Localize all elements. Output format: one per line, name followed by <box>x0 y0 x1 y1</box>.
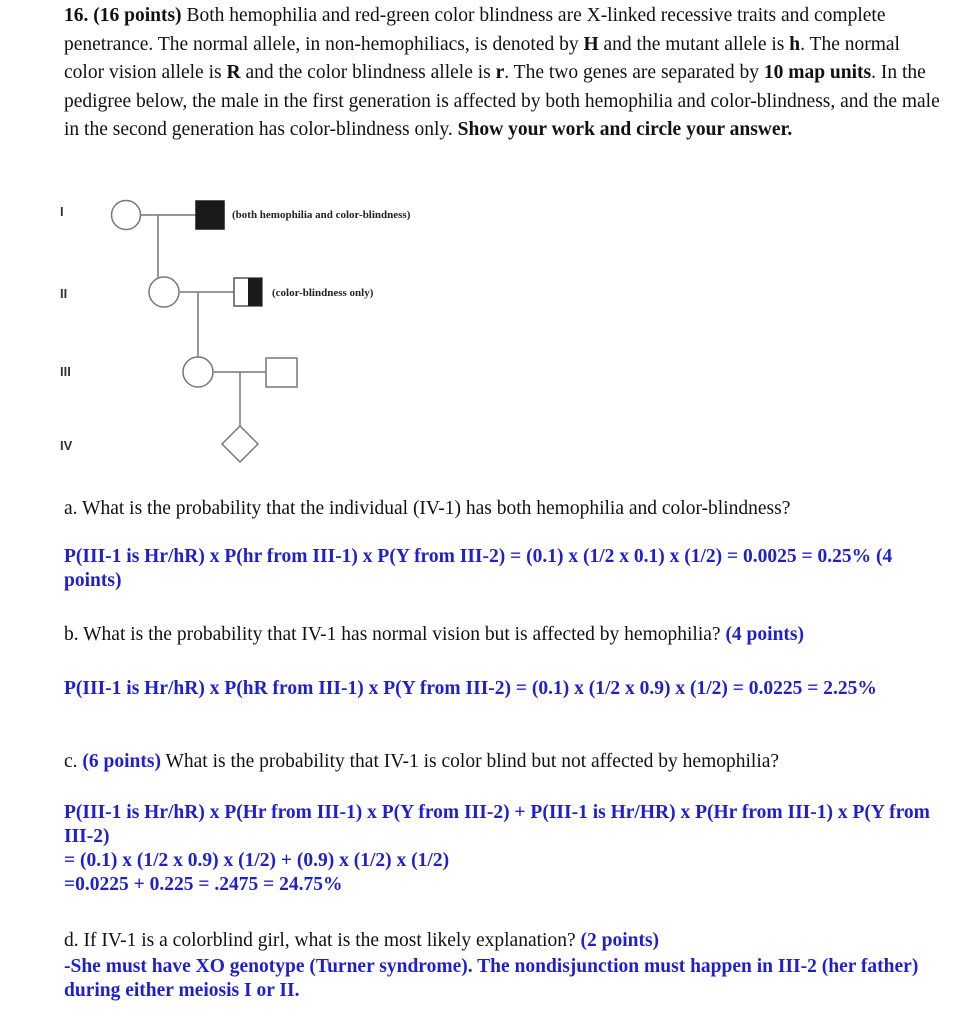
generation-label-i: I <box>60 204 64 219</box>
gen1-note: (both hemophilia and color-blindness) <box>232 209 411 221</box>
male-gen2-half-fill <box>248 278 262 306</box>
male-gen3-symbol <box>266 358 297 387</box>
unknown-sex-gen4-symbol <box>222 426 258 462</box>
answer-c <box>64 801 944 897</box>
generation-label-iv: IV <box>60 438 73 453</box>
female-gen1-symbol <box>112 201 141 230</box>
answer-b: P(III-1 is Hr/hR) x P(hR from III-1) x P(Y from III-2) = (0.1) x (1/2 x 0.9) x (1/2) = 0.0225 = 2.25% <box>64 678 877 699</box>
generation-label-ii: II <box>60 286 68 301</box>
points-b: (4 points) <box>725 624 804 645</box>
question-a: a. What is the probability that the individual (IV-1) has both hemophilia and color-blindness? <box>64 498 791 519</box>
instruction: Show your work and circle your answer. <box>457 119 793 140</box>
question-d: d. If IV-1 is a colorblind girl, what is the most likely explanation? (2 points) <box>64 930 660 951</box>
female-gen2-symbol <box>149 277 179 307</box>
answer-c-line2: = (0.1) x (1/2 x 0.9) x (1/2) + (0.9) x (1/2) x (1/2) <box>64 850 450 871</box>
question-b: b. What is the probability that IV-1 has normal vision but is affected by hemophilia? (4 points) <box>64 624 804 645</box>
question-c: c. (6 points) What is the probability that IV-1 is color blind but not affected by hemophilia? <box>64 751 780 772</box>
answer-c-line1: P(III-1 is Hr/hR) x P(Hr from III-1) x P(Y from III-2) + P(III-1 is Hr/HR) x P(Hr from III-1) x P(Y from III-2) <box>64 802 930 847</box>
answer-a: P(III-1 is Hr/hR) x P(hr from III-1) x P(Y from III-2) = (0.1) x (1/2 x 0.1) x (1/2) = 0.0025 = 0.25% (4 points) <box>64 546 893 591</box>
points-c: (6 points) <box>82 751 161 772</box>
points-d: (2 points) <box>580 930 660 951</box>
answer-d: -She must have XO genotype (Turner syndrome). The nondisjunction must happen in III-2 (her father) during either meiosis I or II. <box>64 956 919 1001</box>
answer-c-line3: =0.0225 + 0.225 = .2475 = 24.75% <box>64 874 343 895</box>
female-gen3-symbol <box>183 357 213 387</box>
gen2-note: (color-blindness only) <box>272 287 374 299</box>
male-gen1-affected-symbol <box>196 201 224 229</box>
problem-statement: 16. (16 points) Both hemophilia and red-green color blindness are X-linked recessive traits and complete penetrance. The normal allele, in non-hemophiliacs, is denoted by H and the mutant allele is h. The normal color vision allele is R and the color blindness allele is r. The two genes are separated by 10 map units. In the pedigree below, the male in the first generation is affected by both hemophilia and color-blindness, and the male in the second generation has color-blindness only. Show your work and circle your answer. <box>64 5 940 140</box>
problem-number: 16. (16 points) <box>64 5 182 26</box>
generation-label-iii: III <box>60 364 71 379</box>
